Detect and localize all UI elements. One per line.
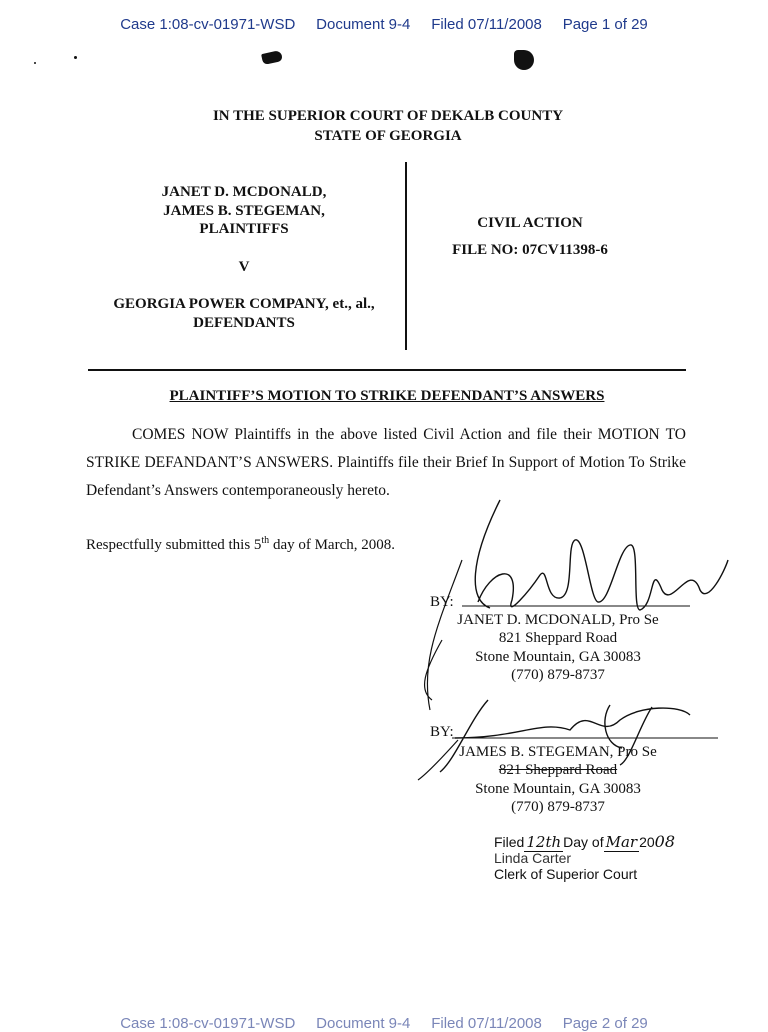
court-state: STATE OF GEORGIA — [314, 128, 462, 144]
plaintiffs-label: PLAINTIFFS — [199, 221, 289, 237]
signer-address: 821 Sheppard Road — [498, 630, 618, 646]
submitted-ordinal: th — [261, 535, 270, 546]
filed-year-handwritten: 08 — [654, 832, 676, 851]
filed-label: Filed — [494, 834, 525, 850]
year-prefix: 20 — [639, 834, 655, 850]
clerk-title: Clerk of Superior Court — [494, 866, 638, 882]
handwritten-signature-flourish — [418, 740, 458, 780]
signer-city: Stone Mountain, GA 30083 — [475, 780, 641, 797]
plaintiff-name: JANET D. MCDONALD, — [161, 184, 327, 200]
header-page: Page 1 of 29 — [562, 16, 648, 33]
filed-month-handwritten: Mar — [605, 833, 638, 851]
file-number: FILE NO: 07CV11398-6 — [452, 242, 608, 258]
footer-case: Case 1:08-cv-01971-WSD — [120, 1015, 296, 1032]
footer-filed: Filed 07/11/2008 — [431, 1015, 542, 1032]
day-of-label: Day of — [563, 834, 604, 850]
defendant-name: GEORGIA POWER COMPANY, et., al., — [113, 296, 375, 312]
submitted-date: day of March, 2008. — [269, 537, 395, 553]
signer-phone: (770) 879-8737 — [511, 799, 605, 815]
motion-paragraph: COMES NOW Plaintiffs in the above listed Civil Action and file their MOTION TO STRIKE DEFANDANT’S ANSWERS. Plaintiffs file their Brief In Support of Motion To Strike Defendant’s Answers contemporaneously hereto. — [86, 426, 686, 499]
motion-title: PLAINTIFF’S MOTION TO STRIKE DEFENDANT’S ANSWERS — [169, 388, 605, 404]
signer-address: 821 Sheppard Road — [498, 762, 618, 778]
clerk-name: Linda Carter — [494, 850, 572, 866]
signature-by-label: BY: — [430, 594, 454, 610]
submitted-text: Respectfully submitted this 5 — [86, 537, 262, 553]
footer-page: Page 2 of 29 — [562, 1015, 648, 1032]
signature-by-label: BY: — [430, 724, 454, 740]
signer-name: JANET D. MCDONALD, Pro Se — [457, 611, 659, 628]
plaintiff-name: JAMES B. STEGEMAN, — [163, 202, 325, 219]
header-filed: Filed 07/11/2008 — [431, 16, 542, 33]
signer-city: Stone Mountain, GA 30083 — [475, 648, 641, 665]
filed-day-handwritten: 12th — [526, 833, 562, 851]
civil-action-label: CIVIL ACTION — [477, 215, 583, 231]
defendants-label: DEFENDANTS — [193, 314, 295, 331]
court-name: IN THE SUPERIOR COURT OF DEKALB COUNTY — [212, 108, 564, 124]
header-document: Document 9-4 — [316, 16, 411, 33]
versus-label: V — [238, 259, 250, 275]
handwritten-signature-stegeman — [440, 700, 690, 772]
header-case: Case 1:08-cv-01971-WSD — [120, 16, 296, 33]
handwritten-signature-mcdonald — [475, 500, 728, 610]
footer-document: Document 9-4 — [316, 1015, 411, 1032]
signer-phone: (770) 879-8737 — [511, 667, 605, 683]
signer-name: JAMES B. STEGEMAN, Pro Se — [459, 743, 657, 760]
handwritten-signature-flourish — [425, 560, 462, 710]
